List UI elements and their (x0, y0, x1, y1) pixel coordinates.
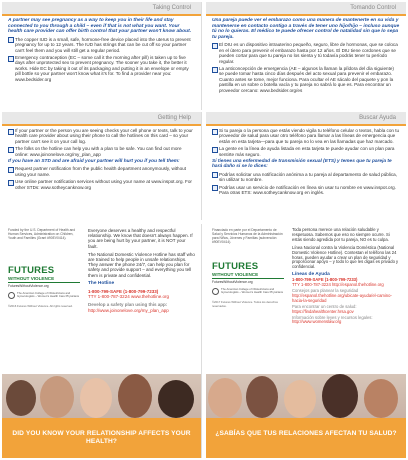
health-banner: DID YOU KNOW YOUR RELATIONSHIP AFFECTS YOUR HEALTH? (2, 418, 201, 458)
bullet-list (8, 128, 195, 157)
hotline-phone: 1-800-799-SAFE (1-800-799-7233) (88, 289, 159, 295)
logo-tagline: WITHOUT VIOLENCE (212, 272, 259, 277)
lead-paragraph: Una pareja puede ver el embarazo como una manera de mantenerte en su vida y mantenerse en contacto contigo a través de tener uno hijo/hijo – incluso aunque tú no lo quieras. El médico te puede ofrecer control de natalidad sin que lo sepa tu pareja. (212, 18, 400, 40)
hotline-tty: TTY 1-800-787-3224 http://espanol.thehotline.org (292, 282, 384, 288)
body-paragraph: Línea Nacional contra la Violencia Doméstica (National Domestic Violence Hotline). Contestan el teléfono las 24 horas, pueden ayudar a crear un plan de seguridad y proporcionar apoyo – y todo lo que les digas es privado y confidencial. (292, 244, 399, 270)
photo-face (6, 380, 36, 416)
panel-back-spanish (206, 224, 406, 458)
logo-url: FuturesWithoutViolence.org (8, 284, 49, 288)
bullet-list (212, 128, 400, 157)
copyright-note: ©2016 Futures Without Violence. All rights reserved. (8, 304, 73, 308)
sub-heading: Si tienes una enfermedad de transmisión sexual (ETS) y temes que tu pareja te hará daño si se lo dices: (212, 159, 392, 170)
logo-url: FuturesWithoutViolence.org (212, 280, 253, 284)
hotline-title: The Hotline (88, 280, 115, 286)
credits-column (2, 224, 86, 374)
hotline-column (86, 224, 201, 374)
photo-face (158, 380, 194, 418)
list-item: La anticoncepción de emergencia (AE – algunos la llaman la píldora del día siguiente) se puede tomar hasta cinco días después del acto sexual para prevenir el embarazo. Cuanto antes se tome, mejor funciona. Para ocultar el AE sácalo del paquete y pon la pastilla en un sobre o botella vacía y tu pareja no sabrá lo que es. Para encontrar un proveedor cercano: www.bedsider.org/es (212, 66, 400, 93)
resource-link[interactable]: http://www.womenslaw.org (292, 319, 342, 325)
hotline-column (290, 224, 406, 374)
panel-tomando-control (206, 2, 406, 110)
body-paragraph: Toda persona merece una relación saludable y respetuosa. Sabemos que eso no siempre ocurre. Si estás siendo agredida por tu pareja, NO es tu culpa. (292, 227, 390, 242)
list-item: Podrías usar un servicio de notificación en línea sin usar tu nombre en www.inspot.org. Para otras ETS: www.sotheycanknow.org en inglés. (212, 185, 400, 196)
bullet-list (212, 172, 400, 196)
list-item: Request partner notification from the public health department anonymously, without using your name. (8, 166, 195, 177)
logo-wordmark: FUTURES (212, 261, 259, 272)
list-item: Si tu pareja o la persona que estás viendo vigila tu teléfono celular o textos, habla con tu proveedor de salud para usar otro teléfono para llamar a las líneas de emergencia que están en esta tarjeta—para que tu pareja no lo vea en las llamadas que haz marcado. (212, 128, 400, 144)
panel-tab-title: Taking Control (2, 2, 201, 14)
photo-face (208, 378, 242, 418)
panel-getting-help (2, 112, 202, 220)
hotline-phone: 1-800-799-SAFE (1-800-799-7233) (292, 277, 358, 283)
logo-divider (212, 278, 284, 279)
acog-name: The American College of Obstetricians and Gynecologists – Women's Health Care Physicians (221, 287, 284, 295)
hotline-tty: TTY 1-800-787-3224 www.thehotline.org (88, 294, 169, 300)
panel-tab-title: Getting Help (2, 112, 201, 124)
women-group-photo (2, 374, 201, 418)
resource-label: Consejos para planear la seguridad (292, 287, 359, 293)
acog-seal-icon (8, 292, 15, 299)
safety-plan-label: Develop a safety plan using this app: (88, 302, 168, 308)
resource-link[interactable]: http://espanol.thehotline.org/ubicate-ayuda/el-camino-hacia-la-seguridad (292, 292, 392, 303)
funding-note: Financiado en parte por el Departamento de Salud y Servicios Humanos de la Administración para Niños, Jóvenes y Familias (subvención #90EV0414). (212, 228, 283, 244)
bullet-list (8, 37, 195, 82)
list-item: The folks on the hotline can help you with a plan to be safe. You can find out more online: www.joinonelove.org/my_plan_app (8, 146, 195, 157)
panel-back-english (2, 224, 202, 458)
funding-note: Funded by the U.S. Department of Health and Human Services, Administration on Children, Youth and Families (Grant #90EV0414). (8, 228, 76, 240)
credits-column (206, 224, 290, 374)
list-item: Emergency contraception (EC – some call it the morning after pill) is taken up to five days after unprotected sex to prevent pregnancy. The sooner you take it, the better it works. Hide EC by taking it out of its packaging and putting it in an envelope or empty pill bottle so your partner won't know what it's for. To find a provider near you: www.bedsider.org (8, 55, 195, 82)
women-group-photo (206, 374, 406, 418)
logo-tagline: WITHOUT VIOLENCE (8, 276, 55, 281)
photo-face (40, 376, 74, 418)
logo-divider (8, 282, 80, 283)
photo-face (284, 380, 316, 418)
list-item: El DIU es un dispositivo intrauterino pequeño, seguro, libre de hormonas, que se coloca en el útero para prevenir el embarazo hasta por 12 años. El DIU tiene cordones que se pueden cortar para que tu pareja no los sienta y tú todavía podrás tener tu período regular. (212, 42, 400, 64)
body-paragraph: The National Domestic Violence Hotline has staff who are trained to help people in unsafe relationships. They answer the phone 24/7, can help you plan for safety and provide support – and everything you tell them is private and confidential. (88, 251, 195, 278)
safety-plan-link[interactable]: http://www.joinonelove.org/my_plan_app (88, 307, 169, 313)
sub-heading: If you have an STD and are afraid your partner will hurt you if you tell them: (8, 159, 180, 165)
health-banner: ¿SABÍAS QUE TUS RELACIONES AFECTAN TU SALUD? (206, 418, 406, 458)
photo-face (322, 374, 358, 418)
futures-logo (8, 266, 80, 288)
lead-paragraph: A partner may see pregnancy as a way to keep you in their life and stay connected to you through a child – even if that is not what you want. Your health care provider can offer birth control that your partner won't know about. (8, 18, 192, 35)
hotline-title: Líneas de Ayuda (292, 272, 330, 278)
logo-wordmark: FUTURES (8, 265, 55, 276)
list-item: Use online partner notification services without using your name at www.inspot.org. For other STDs: www.sotheycanknow.org (8, 179, 195, 190)
acog-credit (8, 292, 82, 299)
list-item: La gente en la línea de ayuda listada en esta tarjeta te puede ayudar con un plan para sentirte más seguro. (212, 146, 400, 157)
futures-logo (212, 262, 284, 284)
copyright-note: ©2017 Futures Without Violence. Todos los derechos reservados. (212, 300, 278, 308)
bullet-list (212, 42, 400, 93)
acog-credit (212, 288, 286, 295)
panel-taking-control (2, 2, 202, 110)
list-item: Podrías solicitar una notificación anónima a tu pareja al departamento de salud pública, sin utilizar tu nombre. (212, 172, 400, 183)
list-item: If your partner or the person you are seeing checks your cell phone or texts, talk to your health care provider about using their phone to call the hotlines on this card – so your partner can't see it on your call log. (8, 128, 195, 144)
panel-tab-title: Tomando Control (206, 2, 406, 14)
acog-name: The American College of Obstetricians and Gynecologists – Women's Health Care Physicians (17, 291, 80, 299)
acog-seal-icon (212, 288, 219, 295)
photo-face (246, 376, 278, 418)
panel-tab-title: Buscar Ayuda (206, 112, 406, 124)
resource-link[interactable]: https://findahealthcenter.hrsa.gov (292, 308, 354, 314)
body-paragraph: Everyone deserves a healthy and respectful relationship. We know that doesn't always happen. If you are being hurt by your partner, it is NOT your fault. (88, 228, 193, 249)
photo-face (118, 374, 152, 418)
photo-face (364, 379, 398, 418)
panel-buscar-ayuda (206, 112, 406, 220)
list-item: The copper IUD is a small, safe, hormone-free device placed into the uterus to prevent pregnancy for up to 12 years. The IUD has strings that can be cut off so your partner can't feel them and you will still get a regular period. (8, 37, 195, 53)
photo-face (80, 378, 112, 418)
resource-label: Para encontrar un centro de salud: (292, 303, 357, 309)
resource-label: Información sobre leyes y recursos legales: (292, 314, 373, 320)
bullet-list (8, 166, 195, 190)
